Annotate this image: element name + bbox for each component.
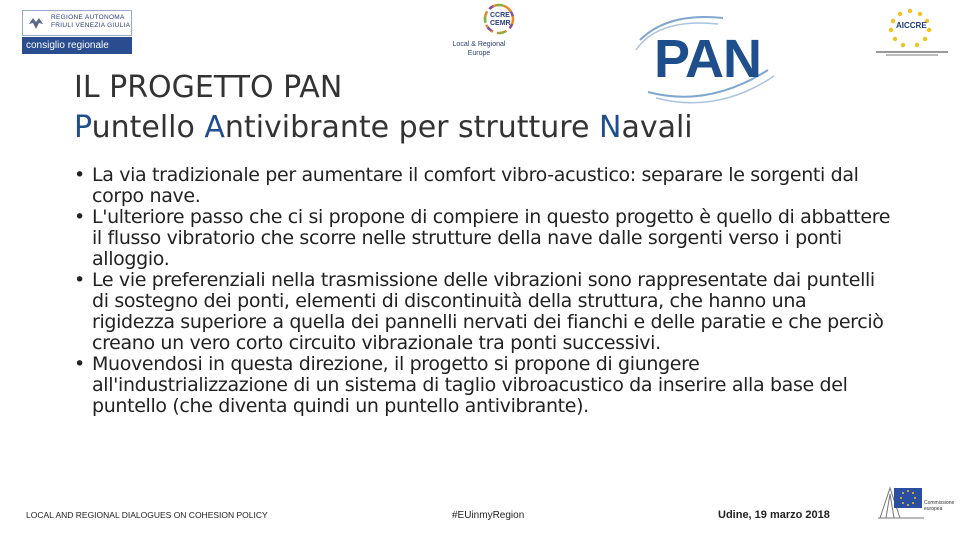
subtitle-initial-p: P <box>74 110 92 145</box>
consiglio-regionale-bar: consiglio regionale <box>22 37 132 54</box>
cemr-text: CEMR <box>490 20 511 27</box>
ec-line2: europea <box>924 506 943 512</box>
subtitle-part-3: avali <box>621 110 693 145</box>
bullet-item: • La via tradizionale per aumentare il comfort vibro-acustico: separare le sorgenti dal corpo nave. <box>74 165 894 207</box>
bullet-item: • Muovendosi in questa direzione, il progetto si propone di giungere all'industrializzazione di un sistema di taglio vibroacustico da inserire alla base del puntello (che diventa quindi un puntello antivibrante). <box>74 354 894 417</box>
aiccre-text: AICCRE <box>896 21 927 30</box>
subtitle-initial-a: A <box>204 110 225 145</box>
subtitle-part-2: ntivibrante per strutture <box>224 110 599 145</box>
pan-logo-text: PAN <box>654 29 762 89</box>
aiccre-logo <box>870 8 950 64</box>
subtitle-initial-n: N <box>598 110 622 145</box>
footer-program-name: LOCAL AND REGIONAL DIALOGUES ON COHESION POLICY <box>26 510 268 520</box>
eagle-emblem-icon <box>27 14 45 32</box>
regione-logo-frame <box>22 10 132 36</box>
european-commission-logo <box>876 480 956 540</box>
eu-flag-icon <box>894 488 922 508</box>
aiccre-subtext-lines <box>872 50 952 57</box>
regione-fvg-logo <box>22 10 132 54</box>
footer-hashtag: #EUinmyRegion <box>452 510 525 521</box>
subtitle-part-1: untello <box>91 110 205 145</box>
regione-line2: FRIULI VENEZIA GIULIA <box>51 22 131 29</box>
bullet-item: • Le vie preferenziali nella trasmissione delle vibrazioni sono rappresentate dai puntelli di sostegno dei ponti, elementi di discontinuità della struttura, che hanno una rigidezza superiore a quella dei pannelli nervati dei fianchi e delle paratie e che perciò creano un vero corto circuito vibrazionale tra ponti successivi. <box>74 270 894 354</box>
ccre-cemr-logo <box>430 0 530 62</box>
slide-subtitle <box>74 110 693 145</box>
bullet-list <box>74 165 894 417</box>
footer-date: Udine, 19 marzo 2018 <box>718 509 830 521</box>
ccre-caption2: Europe <box>467 50 491 57</box>
ccre-caption1: Local & Regional <box>452 41 506 48</box>
pan-logo <box>628 10 778 110</box>
slide-title: IL PROGETTO PAN <box>74 70 343 105</box>
ec-line1: Commissione <box>924 500 955 506</box>
bullet-item: • L'ulteriore passo che ci si propone di compiere in questo progetto è quello di abbattere il flusso vibratorio che scorre nelle strutture della nave dalle sorgenti verso i ponti alloggio. <box>74 207 894 270</box>
regione-line1: REGIONE AUTONOMA <box>51 14 125 21</box>
ccre-text: CCRE <box>490 12 510 19</box>
